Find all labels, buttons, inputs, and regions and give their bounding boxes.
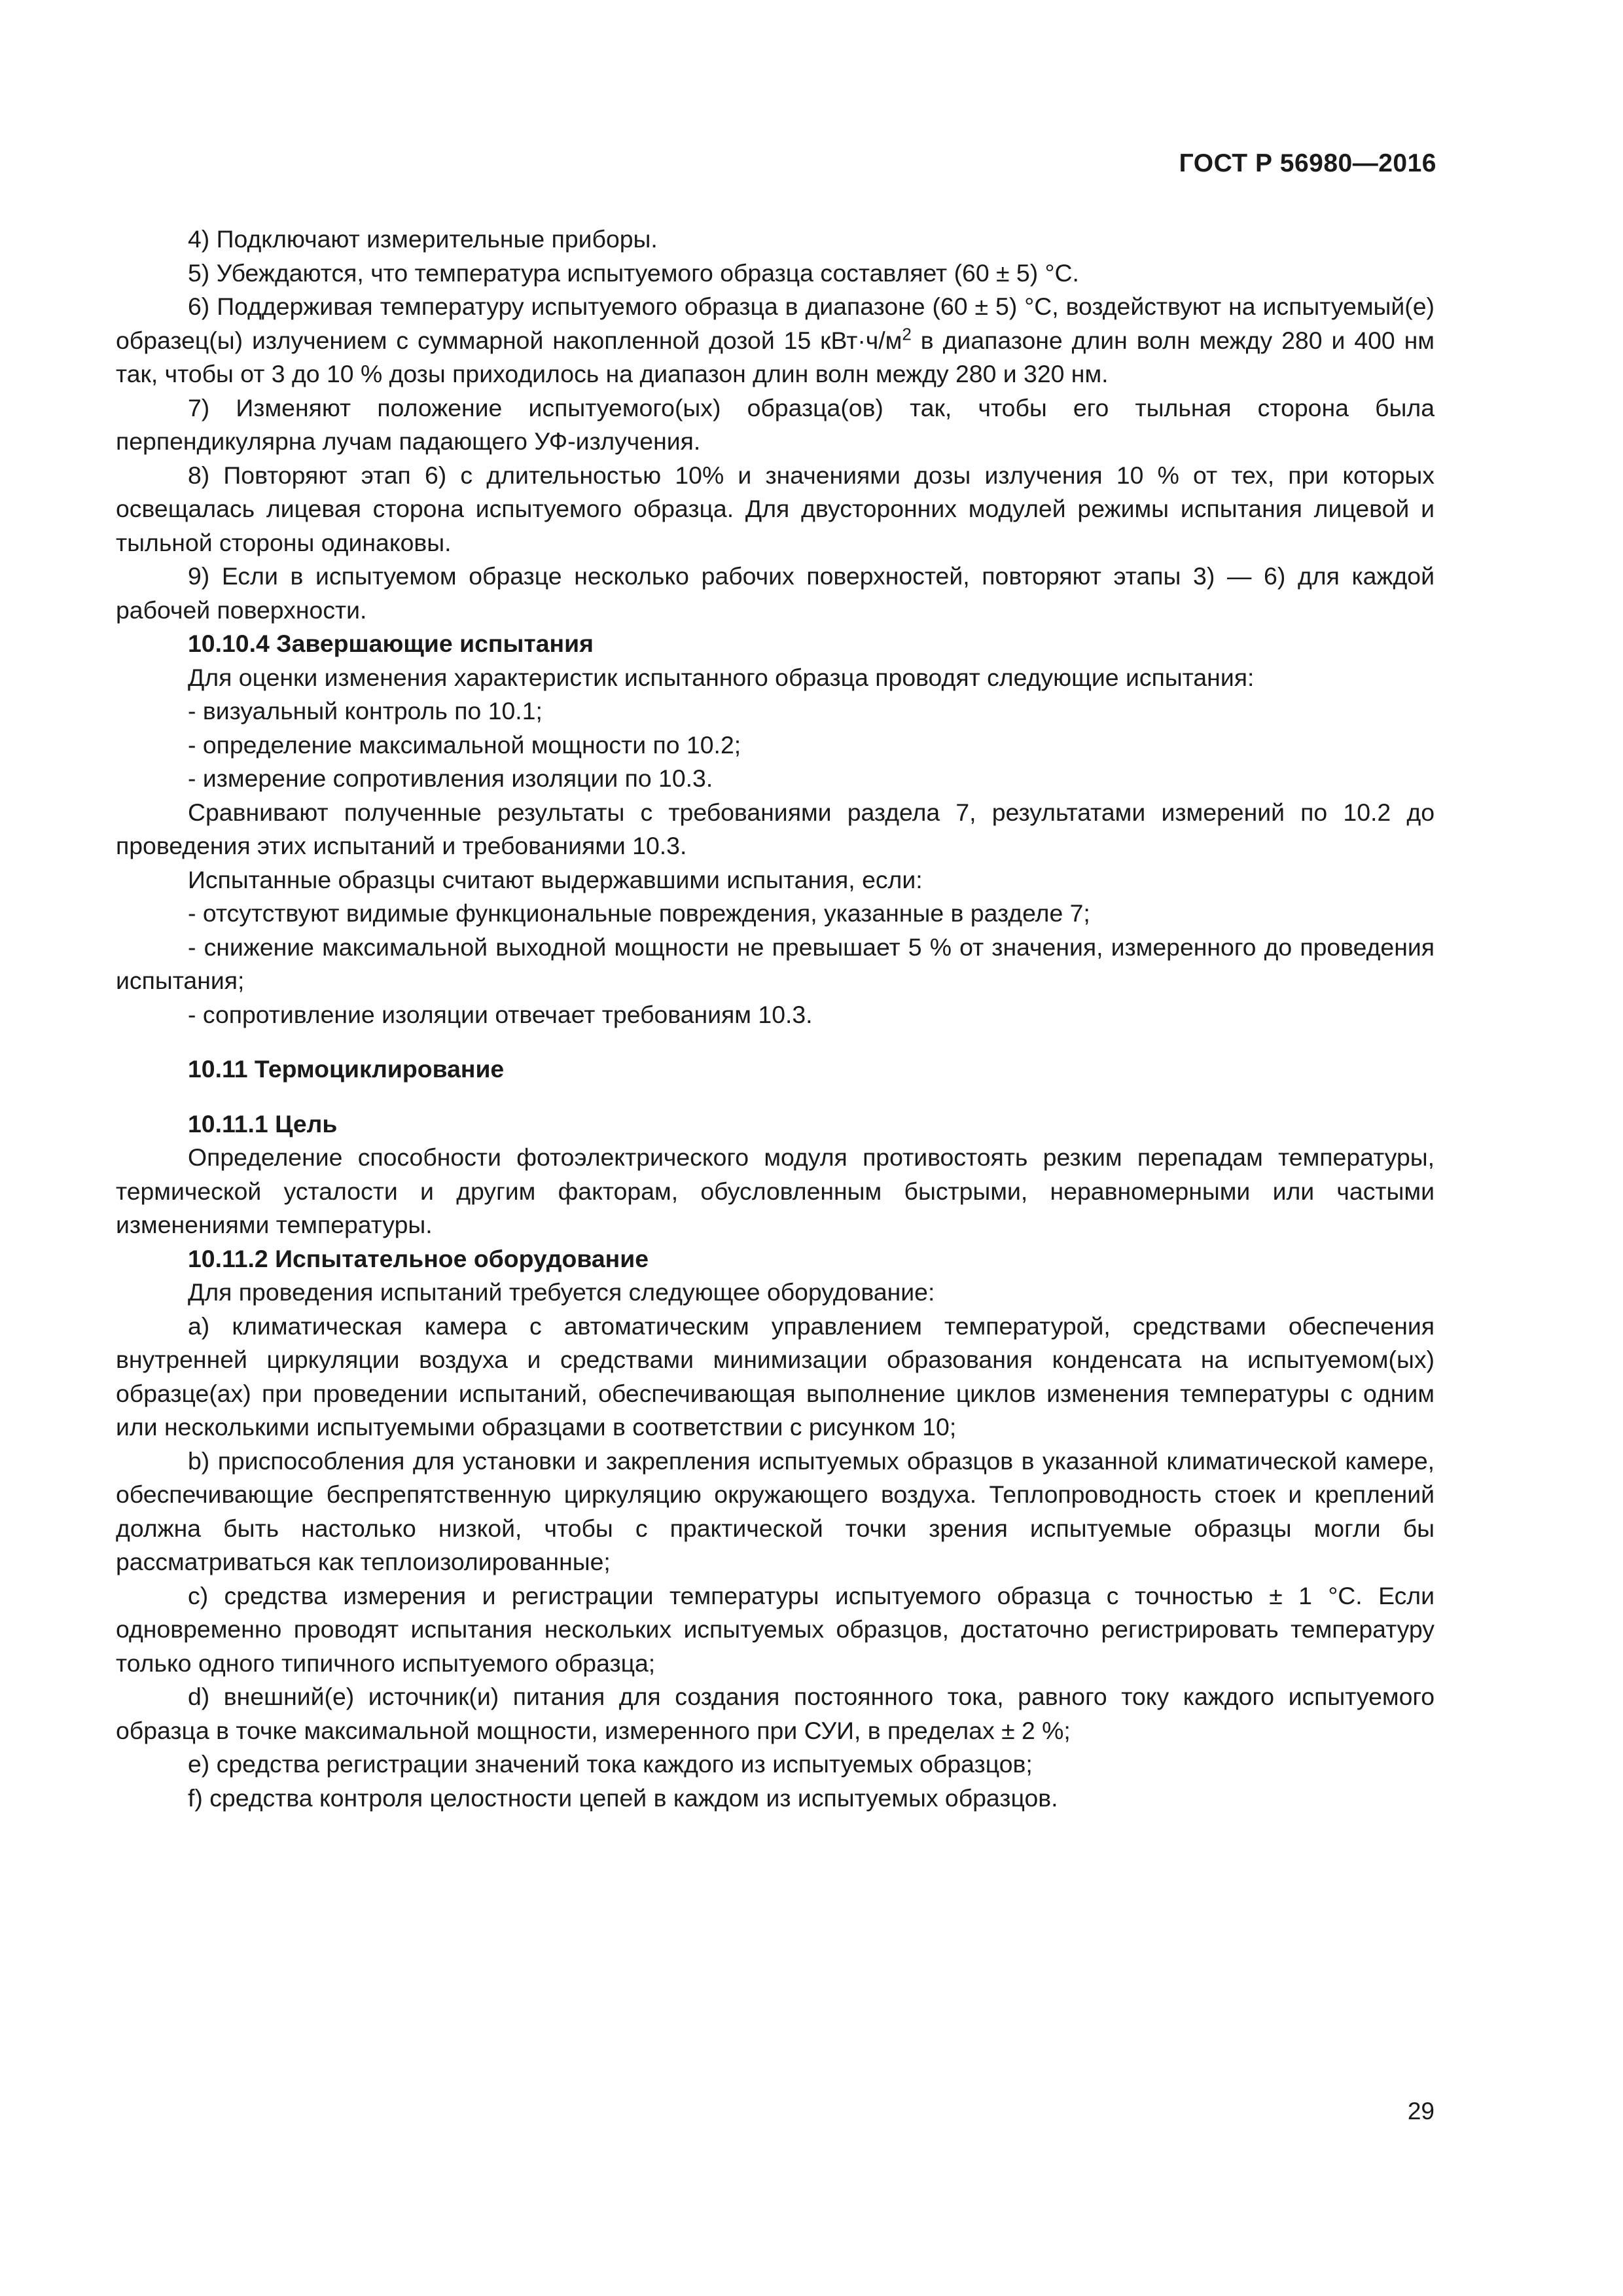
- page-number: 29: [1407, 2098, 1435, 2125]
- final-tests-intro: Для оценки изменения характеристик испытанного образца проводят следующие испытания:: [188, 663, 1255, 691]
- step-6-text-b: в диапазоне длин волн между 280 и 400 нм так, чтобы от 3 до 10 % дозы приходилось на диапазон длин волн между 280 и 320 нм.: [116, 326, 1435, 387]
- heading-10-11: 10.11 Термоциклирование: [188, 1055, 505, 1083]
- heading-10-10-4: 10.10.4 Завершающие испытания: [188, 630, 594, 657]
- standard-designation: ГОСТ Р 56980—2016: [1179, 149, 1436, 177]
- step-4: 4) Подключают измерительные приборы.: [188, 225, 658, 253]
- step-5: 5) Убеждаются, что температура испытуемого образца составляет (60 ± 5) °С.: [188, 259, 1079, 287]
- heading-10-11-1: 10.11.1 Цель: [188, 1109, 338, 1138]
- step-8: 8) Повторяют этап 6) с длительностью 10% и значениями дозы излучения 10 % от тех, при которых освещалась лицевая сторона испытуемого образца. Для двусторонних модулей режимы испытания лицевой и тыльной стороны одинаковы.: [116, 461, 1435, 556]
- equipment-b: b) приспособления для установки и закрепления испытуемых образцов в указанной климатической камере, обеспечивающие беспрепятственную циркуляцию окружающего воздуха. Теплопроводность стоек и креплений должна быть настолько низкой, чтобы с практической точки зрения испытуемые образцы могли бы рассматриваться как теплоизолированные;: [116, 1446, 1435, 1575]
- final-tests-item-2: - определение максимальной мощности по 10.2;: [188, 730, 741, 759]
- equipment-d: d) внешний(е) источник(и) питания для создания постоянного тока, равного току каждого испытуемого образца в точке максимальной мощности, измеренного при СУИ, в пределах ± 2 %;: [116, 1683, 1435, 1744]
- step-9: 9) Если в испытуемом образце несколько рабочих поверхностей, повторяют этапы 3) — 6) для каждой рабочей поверхности.: [116, 562, 1435, 624]
- passed-criteria-item-1: - отсутствуют видимые функциональные повреждения, указанные в разделе 7;: [188, 899, 1090, 927]
- step-6: [116, 290, 1435, 391]
- equipment-e: е) средства регистрации значений тока каждого из испытуемых образцов;: [188, 1750, 1033, 1778]
- superscript-2: 2: [902, 324, 912, 344]
- equipment-f: f) средства контроля целостности цепей в каждом из испытуемых образцов.: [188, 1784, 1058, 1812]
- passed-criteria-item-2: - снижение максимальной выходной мощности не превышает 5 % от значения, измеренного до проведения испытания;: [116, 933, 1435, 994]
- equipment-intro: Для проведения испытаний требуется следующее оборудование:: [188, 1278, 935, 1306]
- passed-criteria-item-3: - сопротивление изоляции отвечает требованиям 10.3.: [188, 1000, 813, 1028]
- passed-criteria-intro: Испытанные образцы считают выдержавшими испытания, если:: [188, 865, 923, 893]
- final-tests-item-1: - визуальный контроль по 10.1;: [188, 697, 543, 725]
- step-7: 7) Изменяют положение испытуемого(ых) образца(ов) так, чтобы его тыльная сторона была перпендикулярна лучам падающего УФ-излучения.: [116, 393, 1435, 455]
- step-6-text-a: 6) Поддерживая температуру испытуемого образца в диапазоне (60 ± 5) °С, воздействуют на испытуемый(е) образец(ы) излучением с суммарной накопленной дозой 15 кВт·ч/м: [116, 293, 1435, 354]
- final-tests-item-3: - измерение сопротивления изоляции по 10.3.: [188, 764, 713, 792]
- page-body: [116, 223, 1435, 1815]
- equipment-a: а) климатическая камера с автоматическим управлением температурой, средствами обеспечения внутренней циркуляции воздуха и средствами минимизации образования конденсата на испытуемом(ых) образце(ах) при проведении испытаний, обеспечивающая выполнение циклов изменения температуры с одним или несколькими испытуемыми образцами в соответствии с рисунком 10;: [116, 1312, 1435, 1441]
- goal-text: Определение способности фотоэлектрического модуля противостоять резким перепадам температуры, термической усталости и другим факторам, обусловленным быстрыми, неравномерными или частыми изменениями температуры.: [116, 1143, 1435, 1238]
- compare-results: Сравнивают полученные результаты с требованиями раздела 7, результатами измерений по 10.2 до проведения этих испытаний и требованиями 10.3.: [116, 798, 1435, 859]
- heading-10-11-2: 10.11.2 Испытательное оборудование: [188, 1244, 649, 1272]
- equipment-c: с) средства измерения и регистрации температуры испытуемого образца с точностью ± 1 °С. Если одновременно проводят испытания нескольких испытуемых образцов, достаточно регистрировать температуру только одного типичного испытуемого образца;: [116, 1581, 1435, 1677]
